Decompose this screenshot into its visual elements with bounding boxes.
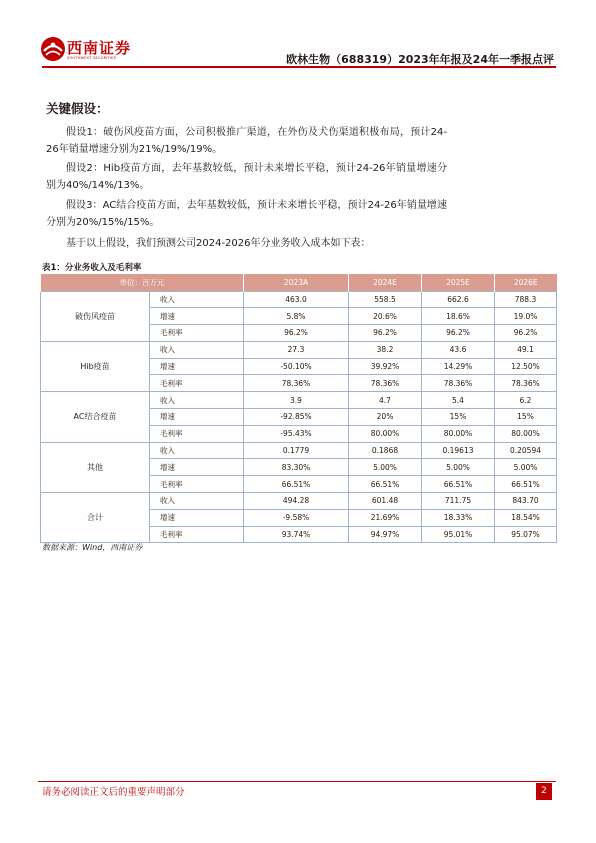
page-number: 2 — [536, 783, 552, 800]
value-cell: 4.7 — [349, 392, 422, 409]
value-cell: 12.50% — [495, 358, 557, 375]
value-cell: 78.36% — [422, 375, 495, 392]
assumption-paragraph-1: 假设1：破伤风疫苗方面，公司积极推广渠道，在外伤及犬伤渠道积极布局，预计24-26年销量增速分别为21%/19%/19%。 — [46, 127, 447, 155]
disclaimer-note: 请务必阅读正文后的重要声明部分 — [42, 787, 185, 798]
segment-name-cell: AC结合疫苗 — [41, 392, 150, 442]
value-cell: 78.36% — [495, 375, 557, 392]
unit-header: 单位：百万元 — [41, 274, 244, 291]
value-cell: 96.2% — [244, 325, 349, 342]
metric-label-cell: 收入 — [150, 493, 244, 510]
value-cell: 80.00% — [422, 425, 495, 442]
section-heading: 关键假设： — [46, 101, 109, 116]
value-cell: 20% — [349, 409, 422, 426]
table-row — [41, 493, 557, 510]
metric-label-cell: 增速 — [150, 409, 244, 426]
value-cell: 80.00% — [495, 425, 557, 442]
value-cell: 95.01% — [422, 526, 495, 543]
value-cell: 66.51% — [244, 476, 349, 493]
value-cell: 96.2% — [495, 325, 557, 342]
value-cell: 0.20594 — [495, 442, 557, 459]
value-cell: 78.36% — [244, 375, 349, 392]
table-header-row — [41, 274, 557, 291]
value-cell: 5.00% — [495, 459, 557, 476]
value-cell: 843.70 — [495, 493, 557, 510]
column-header: 2025E — [422, 274, 495, 291]
table-row — [41, 392, 557, 409]
value-cell: 18.6% — [422, 308, 495, 325]
value-cell: 43.6 — [422, 341, 495, 358]
value-cell: 5.8% — [244, 308, 349, 325]
value-cell: 83.30% — [244, 459, 349, 476]
value-cell: 38.2 — [349, 341, 422, 358]
value-cell: 39.92% — [349, 358, 422, 375]
value-cell: 66.51% — [495, 476, 557, 493]
value-cell: 21.69% — [349, 509, 422, 526]
value-cell: 5.4 — [422, 392, 495, 409]
segment-name-cell: 破伤风疫苗 — [41, 291, 150, 341]
value-cell: 0.19613 — [422, 442, 495, 459]
metric-label-cell: 收入 — [150, 442, 244, 459]
value-cell: 19.0% — [495, 308, 557, 325]
value-cell: 14.29% — [422, 358, 495, 375]
value-cell: 18.33% — [422, 509, 495, 526]
value-cell: 5.00% — [349, 459, 422, 476]
value-cell: 15% — [495, 409, 557, 426]
value-cell: 3.9 — [244, 392, 349, 409]
header-divider — [42, 66, 556, 68]
logo-name-cn: 西南证券 — [67, 39, 132, 57]
table-source: 数据来源：Wind，西南证券 — [42, 543, 143, 552]
metric-label-cell: 毛利率 — [150, 476, 244, 493]
value-cell: 662.6 — [422, 291, 495, 308]
assumption-paragraph-3: 假设3：AC结合疫苗方面，去年基数较低，预计未来增长平稳，预计24-26年销量增速分别为20%/15%/15%。 — [46, 200, 447, 228]
value-cell: 96.2% — [422, 325, 495, 342]
footer-divider — [38, 781, 556, 782]
value-cell: 5.00% — [422, 459, 495, 476]
value-cell: 463.0 — [244, 291, 349, 308]
report-title: 欧林生物（688319）2023年年报及24年一季报点评 — [286, 53, 554, 66]
metric-label-cell: 收入 — [150, 341, 244, 358]
value-cell: -50.10% — [244, 358, 349, 375]
metric-label-cell: 增速 — [150, 459, 244, 476]
value-cell: -92.85% — [244, 409, 349, 426]
value-cell: 788.3 — [495, 291, 557, 308]
column-header: 2023A — [244, 274, 349, 291]
company-logo — [40, 32, 140, 70]
value-cell: 93.74% — [244, 526, 349, 543]
value-cell: 20.6% — [349, 308, 422, 325]
value-cell: 0.1868 — [349, 442, 422, 459]
logo-emblem-icon — [40, 36, 66, 62]
value-cell: 711.75 — [422, 493, 495, 510]
table-row — [41, 341, 557, 358]
segment-name-cell: Hib疫苗 — [41, 341, 150, 391]
value-cell: -9.58% — [244, 509, 349, 526]
value-cell: 80.00% — [349, 425, 422, 442]
metric-label-cell: 毛利率 — [150, 425, 244, 442]
value-cell: 49.1 — [495, 341, 557, 358]
metric-label-cell: 增速 — [150, 358, 244, 375]
column-header: 2026E — [495, 274, 557, 291]
forecast-intro-paragraph: 基于以上假设，我们预测公司2024-2026年分业务收入成本如下表： — [66, 238, 371, 249]
value-cell: 94.97% — [349, 526, 422, 543]
value-cell: 494.28 — [244, 493, 349, 510]
column-header: 2024E — [349, 274, 422, 291]
assumption-paragraph-2: 假设2：Hib疫苗方面，去年基数较低，预计未来增长平稳，预计24-26年销量增速分别为40%/14%/13%。 — [46, 163, 447, 191]
revenue-margin-table — [40, 274, 557, 543]
metric-label-cell: 收入 — [150, 392, 244, 409]
value-cell: 66.51% — [422, 476, 495, 493]
revenue-table-container — [40, 274, 556, 543]
metric-label-cell: 毛利率 — [150, 375, 244, 392]
value-cell: 66.51% — [349, 476, 422, 493]
value-cell: 558.5 — [349, 291, 422, 308]
value-cell: 15% — [422, 409, 495, 426]
value-cell: 601.48 — [349, 493, 422, 510]
value-cell: 18.54% — [495, 509, 557, 526]
table-body — [41, 291, 557, 543]
value-cell: -95.43% — [244, 425, 349, 442]
value-cell: 95.07% — [495, 526, 557, 543]
table-row — [41, 291, 557, 308]
value-cell: 78.36% — [349, 375, 422, 392]
value-cell: 0.1779 — [244, 442, 349, 459]
metric-label-cell: 毛利率 — [150, 325, 244, 342]
value-cell: 96.2% — [349, 325, 422, 342]
metric-label-cell: 收入 — [150, 291, 244, 308]
metric-label-cell: 增速 — [150, 308, 244, 325]
segment-name-cell: 合计 — [41, 493, 150, 543]
table-row — [41, 442, 557, 459]
logo-name-en: SOUTHWEST SECURITIES — [67, 56, 117, 60]
value-cell: 27.3 — [244, 341, 349, 358]
value-cell: 6.2 — [495, 392, 557, 409]
table-caption: 表1：分业务收入及毛利率 — [42, 263, 142, 273]
segment-name-cell: 其他 — [41, 442, 150, 492]
metric-label-cell: 毛利率 — [150, 526, 244, 543]
metric-label-cell: 增速 — [150, 509, 244, 526]
